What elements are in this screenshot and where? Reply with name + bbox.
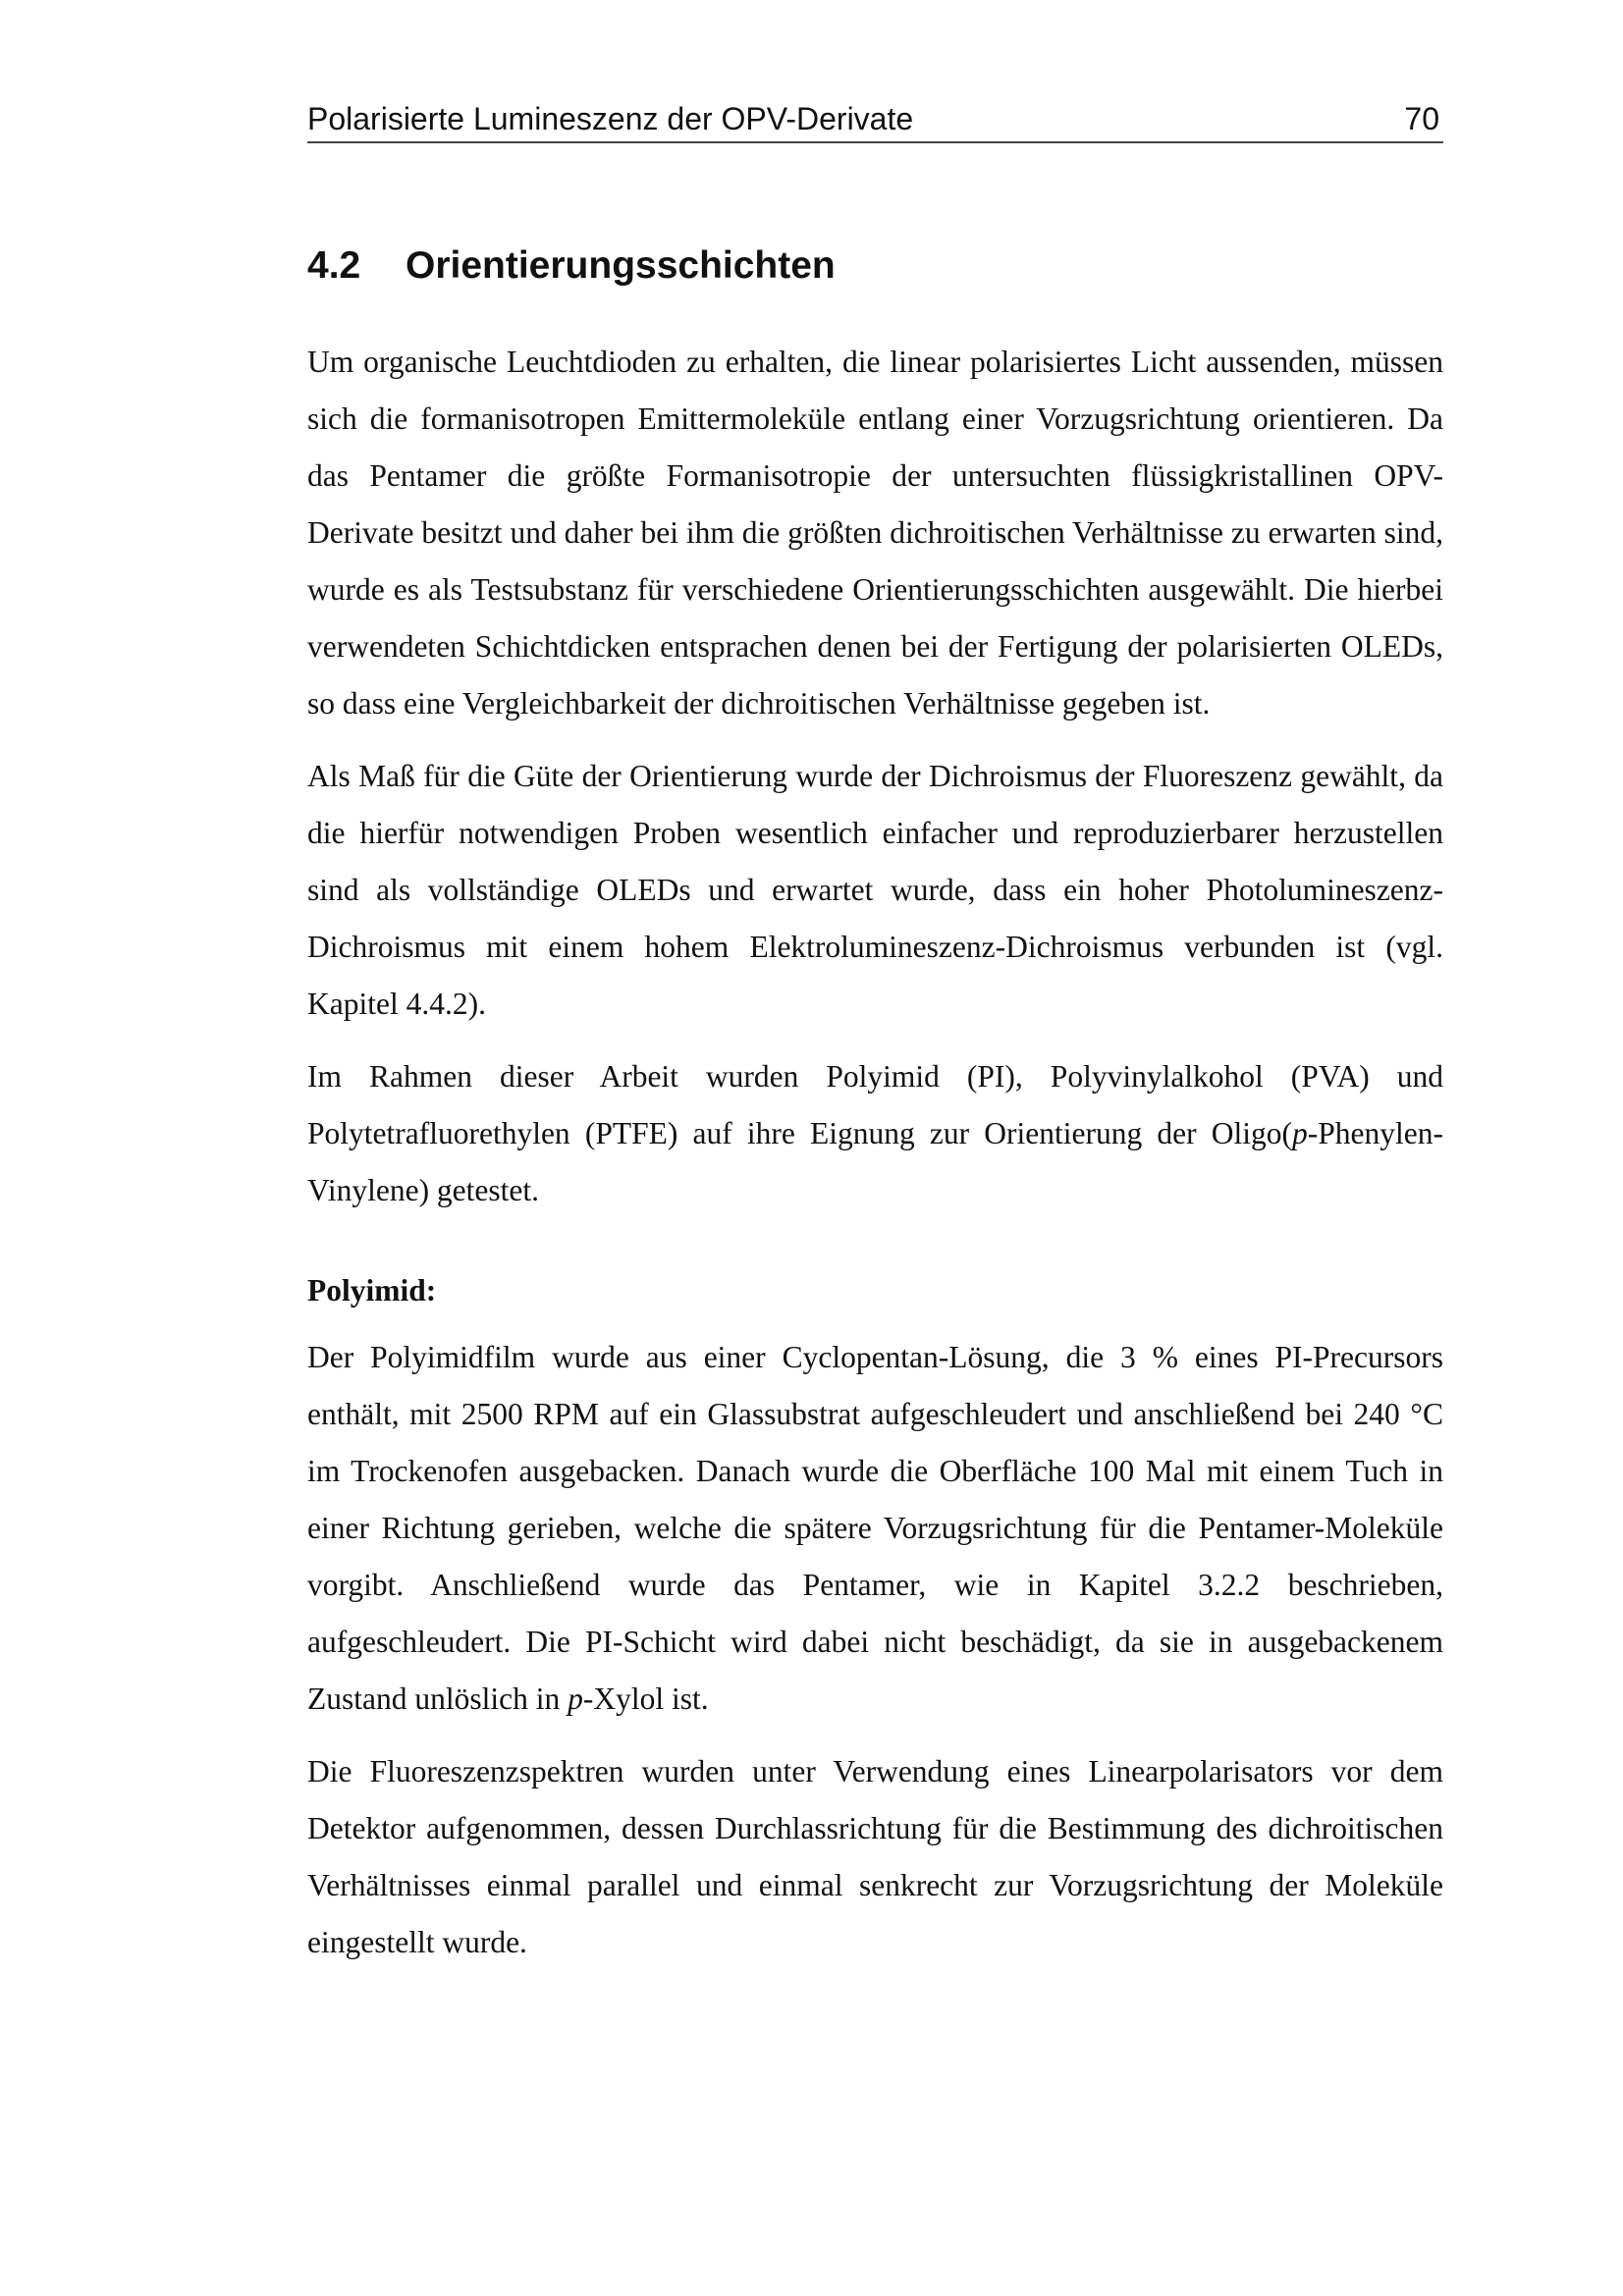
text-run: -Phenylen-Vinylene) getestet. [307,1116,1443,1207]
running-header-title: Polarisierte Lumineszenz der OPV-Derivate [307,101,914,136]
paragraph-dichroism-measure: Als Maß für die Güte der Orientierung wurde der Dichroismus der Fluoreszenz gewählt, da die hierfür notwendigen Proben wesentlich einfacher und reproduzierbarer herzustellen sind als vollständige OLEDs und erwartet wurde, dass ein hoher Photolumineszenz-Dichroismus mit einem hohem Elektrolumineszenz-Dichroismus verbunden ist (vgl. Kapitel 4.4.2). [307,759,1443,1021]
running-header [307,96,1443,143]
text-run: Im Rahmen dieser Arbeit wurden Polyimid (PI), Polyvinylalkohol (PVA) und Polytetrafluorethylen (PTFE) auf ihre Eignung zur Orientierung der Oligo( [307,1059,1443,1150]
section-number: 4.2 [307,244,361,287]
italic-run: p [1292,1116,1308,1150]
paragraph-tested-materials [307,1048,1443,1219]
italic-run: p [568,1682,583,1716]
text-run: Der Polyimidfilm wurde aus einer Cyclopentan-Lösung, die 3 % eines PI-Precursors enthält, mit 2500 RPM auf ein Glassubstrat aufgeschleudert und anschließend bei 240 °C im Trockenofen ausgebacken. Danach wurde die Oberfläche 100 Mal mit einem Tuch in einer Richtung gerieben, welche die spätere Vorzugsrichtung für die Pentamer-Moleküle vorgibt. Anschließend wurde das Pentamer, wie in Kapitel 3.2.2 beschrieben, aufgeschleudert. Die PI-Schicht wird dabei nicht beschädigt, da sie in ausgebackenem Zustand unlöslich in [307,1340,1443,1716]
paragraph-polyimide-preparation [307,1329,1443,1728]
subsection-heading: Polyimid: [307,1273,437,1308]
section-heading [307,241,836,291]
text-run: -Xylol ist. [582,1682,709,1716]
body-text [307,334,1443,1987]
paragraph-fluorescence-spectra: Die Fluoreszenzspektren wurden unter Verwendung eines Linearpolarisators vor dem Detektor aufgenommen, dessen Durchlassrichtung für die Bestimmung des dichroitischen Verhältnisses einmal parallel und einmal senkrecht zur Vorzugsrichtung der Moleküle eingestellt wurde. [307,1754,1443,1959]
page-number: 70 [1404,101,1439,136]
section-title: Orientierungsschichten [406,244,836,287]
paragraph-intro: Um organische Leuchtdioden zu erhalten, die linear polarisiertes Licht aussenden, müssen sich die formanisotropen Emittermoleküle entlang einer Vorzugsrichtung orientieren. Da das Pentamer die größte Formanisotropie der untersuchten flüssigkristallinen OPV-Derivate besitzt und daher bei ihm die größten dichroitischen Verhältnisse zu erwarten sind, wurde es als Testsubstanz für verschiedene Orientierungsschichten ausgewählt. Die hierbei verwendeten Schichtdicken entsprachen denen bei der Fertigung der polarisierten OLEDs, so dass eine Vergleichbarkeit der dichroitischen Verhältnisse gegeben ist. [307,345,1443,721]
